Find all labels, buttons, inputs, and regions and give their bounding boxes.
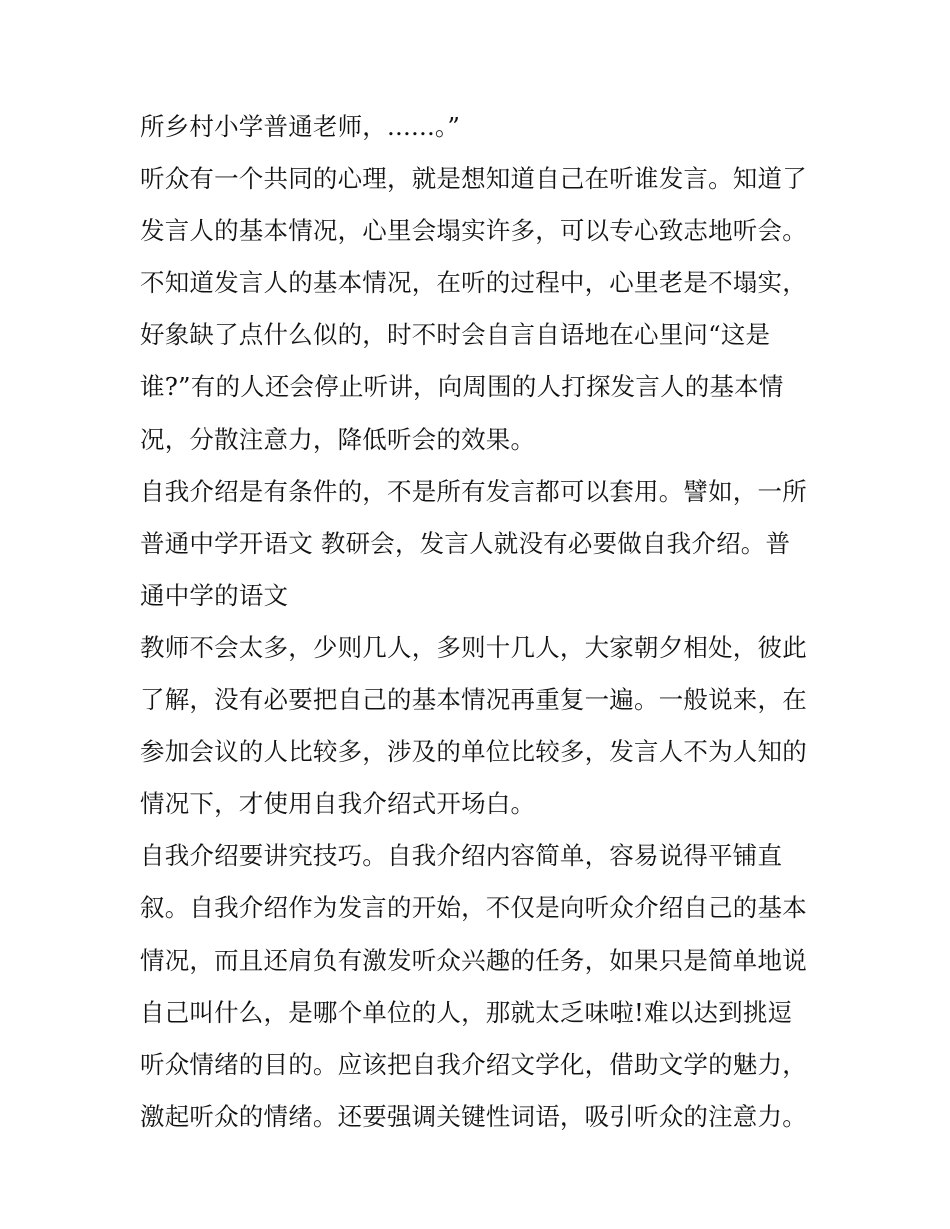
text-line: 教师不会太多，少则几人，多则十几人，大家朝夕相处，彼此: [140, 632, 807, 662]
text-line: 通中学的语文: [140, 580, 289, 610]
body-text: [140, 101, 830, 1143]
text-line: 谁?”有的人还会停止听讲，向周围的人打探发言人的基本情: [140, 372, 784, 402]
text-line: 普通中学开语文 教研会，发言人就没有必要做自我介绍。普: [140, 528, 791, 558]
text-line: 发言人的基本情况，心里会塌实许多，可以专心致志地听会。: [140, 216, 807, 246]
text-line: 了解，没有必要把自己的基本情况再重复一遍。一般说来，在: [140, 685, 807, 715]
text-line: 自己叫什么，是哪个单位的人，那就太乏味啦!难以达到挑逗: [140, 997, 793, 1027]
text-line: 好象缺了点什么似的，时不时会自言自语地在心里问“这是: [140, 320, 771, 350]
text-line: 自我介绍要讲究技巧。自我介绍内容简单，容易说得平铺直: [140, 841, 783, 871]
text-line: 所乡村小学普通老师，......。”: [140, 112, 461, 141]
text-line: 激起听众的情绪。还要强调关键性词语，吸引听众的注意力。: [140, 1101, 807, 1131]
text-line: 况，分散注意力，降低听会的效果。: [140, 424, 536, 454]
text-line: 情况，而且还肩负有激发听众兴趣的任务，如果只是简单地说: [140, 945, 807, 975]
text-line: 听众有一个共同的心理，就是想知道自己在听谁发言。知道了: [140, 164, 807, 194]
text-line: 听众情绪的目的。应该把自我介绍文学化，借助文学的魅力，: [140, 1049, 807, 1079]
text-line: 叙。自我介绍作为发言的开始，不仅是向听众介绍自己的基本: [140, 893, 807, 923]
text-line: 情况下，才使用自我介绍式开场白。: [140, 789, 536, 819]
text-line: 不知道发言人的基本情况，在听的过程中，心里老是不塌实，: [140, 268, 807, 298]
text-line: 自我介绍是有条件的，不是所有发言都可以套用。譬如，一所: [140, 476, 807, 506]
text-line: 参加会议的人比较多，涉及的单位比较多，发言人不为人知的: [140, 737, 807, 767]
